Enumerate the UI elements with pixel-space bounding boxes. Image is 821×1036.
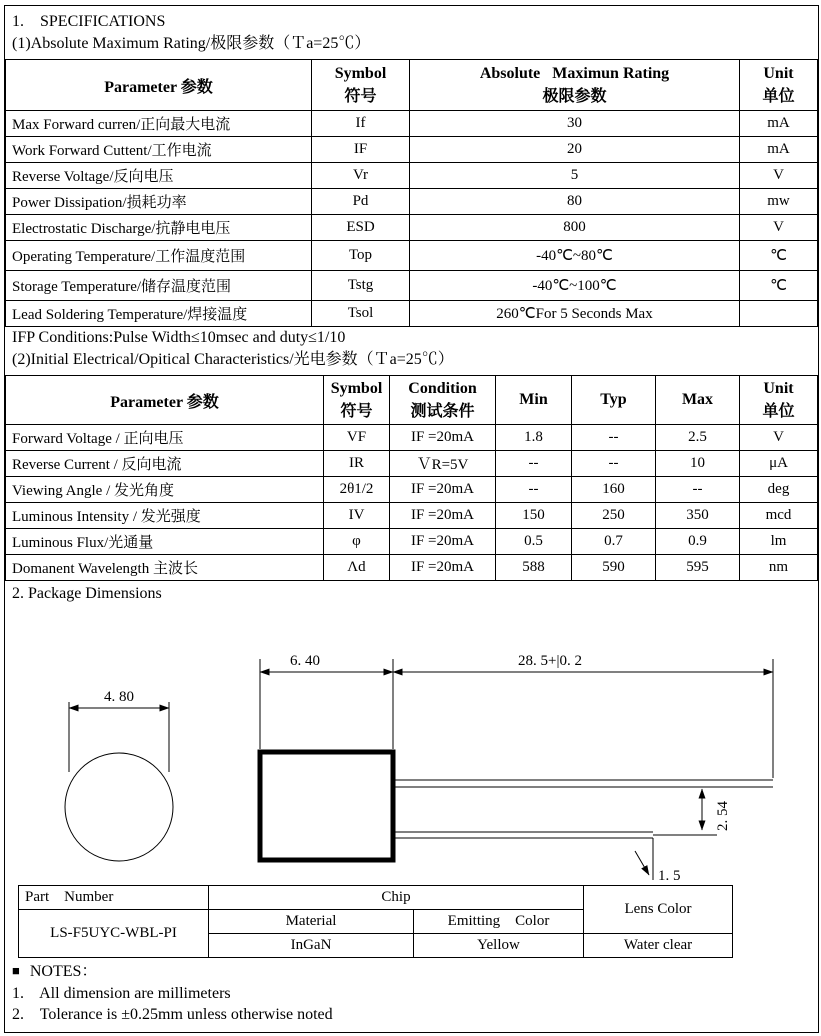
parameter-cell: Lead Soldering Temperature/焊接温度 — [6, 301, 312, 327]
elec-col-header-unit-cn: 单位 — [762, 403, 795, 420]
material-value: InGaN — [209, 934, 414, 958]
parameter-cell: Luminous Intensity / 发光强度 — [6, 503, 324, 529]
abs-col-header-rating-en: Absolute Maximun Rating — [479, 65, 670, 82]
elec-col-header-condition — [390, 376, 496, 425]
condition-cell: IF =20mA — [390, 555, 496, 581]
notes-bullet-icon: ■ — [12, 963, 20, 978]
table-row — [6, 555, 818, 581]
unit-cell: ℃ — [740, 241, 818, 271]
led-body — [260, 752, 393, 860]
body-width-dimension — [260, 659, 393, 749]
parameter-cell: Electrostatic Discharge/抗静电电压 — [6, 215, 312, 241]
unit-cell: V — [740, 425, 818, 451]
abs-col-header-unit — [740, 60, 818, 111]
symbol-cell: IV — [324, 503, 390, 529]
parameter-cell: Forward Voltage / 正向电压 — [6, 425, 324, 451]
symbol-cell: φ — [324, 529, 390, 555]
max-cell: 350 — [656, 503, 740, 529]
note-item: 2. Tolerance is ±0.25mm unless otherwise noted — [12, 1006, 333, 1023]
elec-col-header-condition-cn: 测试条件 — [410, 403, 475, 420]
rating-cell: -40℃~100℃ — [410, 271, 740, 301]
lead-length-label: 28. 5+|0. 2 — [518, 653, 582, 669]
symbol-cell: ESD — [312, 215, 410, 241]
condition-cell: IF =20mA — [390, 503, 496, 529]
unit-cell: lm — [740, 529, 818, 555]
max-cell: 2.5 — [656, 425, 740, 451]
emitting-color-value: Yellow — [414, 934, 584, 958]
lead-pitch-dimension — [653, 789, 717, 835]
min-cell: 150 — [496, 503, 572, 529]
table-row — [19, 886, 733, 910]
symbol-cell: 2θ1/2 — [324, 477, 390, 503]
part-chip-table — [18, 885, 733, 958]
body-width-label: 6. 40 — [290, 653, 320, 669]
led-side-view — [260, 752, 773, 880]
table-row — [6, 271, 818, 301]
table-row — [6, 451, 818, 477]
max-cell: -- — [656, 477, 740, 503]
max-cell: 0.9 — [656, 529, 740, 555]
min-cell: -- — [496, 477, 572, 503]
emitting-color-label: Emitting Color — [414, 910, 584, 934]
absolute-maximum-rating-table — [5, 59, 818, 327]
material-label: Material — [209, 910, 414, 934]
part-number-label: Part Number — [19, 886, 209, 910]
parameter-cell: Reverse Current / 反向电流 — [6, 451, 324, 477]
abs-rating-subtitle: (1)Absolute Maximum Rating/极限参数（Ｔa=25℃） — [12, 35, 371, 52]
min-cell: 588 — [496, 555, 572, 581]
symbol-cell: IR — [324, 451, 390, 477]
condition-cell: ＶR=5V — [390, 451, 496, 477]
abs-col-header-parameter: Parameter 参数 — [6, 60, 312, 111]
elec-col-header-parameter: Parameter 参数 — [6, 376, 324, 425]
elec-col-header-condition-en: Condition — [408, 380, 477, 397]
parameter-cell: Domanent Wavelength 主波长 — [6, 555, 324, 581]
symbol-cell: Top — [312, 241, 410, 271]
unit-cell: V — [740, 215, 818, 241]
max-cell: 595 — [656, 555, 740, 581]
parameter-cell: Reverse Voltage/反向电压 — [6, 163, 312, 189]
abs-col-header-symbol-en: Symbol — [334, 65, 387, 82]
typ-cell: 250 — [572, 503, 656, 529]
typ-cell: -- — [572, 451, 656, 477]
ifp-conditions-note: IFP Conditions:Pulse Width≤10msec and duty≤1/10 — [12, 329, 346, 346]
elec-col-header-min: Min — [496, 376, 572, 425]
lens-color-value: Water clear — [584, 934, 733, 958]
unit-cell: ℃ — [740, 271, 818, 301]
unit-cell: mcd — [740, 503, 818, 529]
unit-cell: mw — [740, 189, 818, 215]
electro-optical-characteristics-table — [5, 375, 818, 581]
parameter-cell: Work Forward Cuttent/工作电流 — [6, 137, 312, 163]
rating-cell: 80 — [410, 189, 740, 215]
elec-col-header-typ: Typ — [572, 376, 656, 425]
parameter-cell: Max Forward curren/正向最大电流 — [6, 111, 312, 137]
lead-offset-dimension — [635, 851, 649, 875]
min-cell: 0.5 — [496, 529, 572, 555]
unit-cell: mA — [740, 111, 818, 137]
abs-col-header-symbol-cn: 符号 — [344, 88, 377, 105]
table-row — [6, 137, 818, 163]
lead-length-dimension — [393, 659, 773, 778]
lens-circle — [65, 753, 173, 861]
unit-cell: deg — [740, 477, 818, 503]
abs-col-header-unit-cn: 单位 — [762, 88, 795, 105]
abs-col-header-rating-cn: 极限参数 — [542, 88, 607, 105]
abs-col-header-symbol — [312, 60, 410, 111]
typ-cell: 590 — [572, 555, 656, 581]
abs-col-header-rating — [410, 60, 740, 111]
parameter-cell: Power Dissipation/损耗功率 — [6, 189, 312, 215]
lens-front-view — [65, 702, 173, 861]
typ-cell: 0.7 — [572, 529, 656, 555]
typ-cell: 160 — [572, 477, 656, 503]
lens-color-label: Lens Color — [584, 886, 733, 934]
unit-cell: nm — [740, 555, 818, 581]
symbol-cell: Pd — [312, 189, 410, 215]
condition-cell: IF =20mA — [390, 529, 496, 555]
typ-cell: -- — [572, 425, 656, 451]
abs-table-header-row — [6, 60, 818, 111]
lead-pitch-label: 2. 54 — [715, 801, 731, 831]
min-cell: -- — [496, 451, 572, 477]
chip-label: Chip — [209, 886, 584, 910]
elec-col-header-unit-en: Unit — [763, 380, 794, 397]
abs-col-header-unit-en: Unit — [763, 65, 794, 82]
table-row — [6, 111, 818, 137]
elec-col-header-unit — [740, 376, 818, 425]
min-cell: 1.8 — [496, 425, 572, 451]
unit-cell: μA — [740, 451, 818, 477]
parameter-cell: Viewing Angle / 发光角度 — [6, 477, 324, 503]
symbol-cell: Vr — [312, 163, 410, 189]
note-item: 1. All dimension are millimeters — [12, 985, 231, 1002]
condition-cell: IF =20mA — [390, 477, 496, 503]
elec-subtitle: (2)Initial Electrical/Opitical Characteristics/光电参数（Ｔa=25℃） — [12, 351, 454, 368]
lens-diameter-label: 4. 80 — [104, 689, 134, 705]
package-dimensions-drawing — [5, 605, 818, 885]
rating-cell: -40℃~80℃ — [410, 241, 740, 271]
section1-title: 1. SPECIFICATIONS — [12, 13, 166, 30]
datasheet-page — [4, 5, 819, 1033]
rating-cell: 20 — [410, 137, 740, 163]
table-row — [6, 189, 818, 215]
symbol-cell: VF — [324, 425, 390, 451]
table-row — [6, 301, 818, 327]
part-number-value: LS-F5UYC-WBL-PI — [19, 910, 209, 958]
notes-header — [5, 960, 818, 983]
symbol-cell: IF — [312, 137, 410, 163]
rating-cell: 5 — [410, 163, 740, 189]
table-row — [6, 163, 818, 189]
condition-cell: IF =20mA — [390, 425, 496, 451]
lead-offset-label: 1. 5 — [658, 868, 681, 884]
elec-col-header-symbol — [324, 376, 390, 425]
parameter-cell: Operating Temperature/工作温度范围 — [6, 241, 312, 271]
table-row — [6, 241, 818, 271]
rating-cell: 30 — [410, 111, 740, 137]
rating-cell: 800 — [410, 215, 740, 241]
table-row — [6, 503, 818, 529]
symbol-cell: If — [312, 111, 410, 137]
unit-cell — [740, 301, 818, 327]
unit-cell: V — [740, 163, 818, 189]
elec-col-header-symbol-en: Symbol — [330, 380, 383, 397]
table-row — [6, 425, 818, 451]
section2-title: 2. Package Dimensions — [12, 585, 162, 602]
rating-cell: 260℃For 5 Seconds Max — [410, 301, 740, 327]
notes-title-text: NOTES： — [29, 963, 98, 980]
elec-col-header-max: Max — [656, 376, 740, 425]
table-row — [6, 477, 818, 503]
elec-table-header-row — [6, 376, 818, 425]
symbol-cell: Λd — [324, 555, 390, 581]
table-row — [6, 529, 818, 555]
symbol-cell: Tstg — [312, 271, 410, 301]
unit-cell: mA — [740, 137, 818, 163]
symbol-cell: Tsol — [312, 301, 410, 327]
max-cell: 10 — [656, 451, 740, 477]
parameter-cell: Storage Temperature/储存温度范围 — [6, 271, 312, 301]
table-row — [6, 215, 818, 241]
parameter-cell: Luminous Flux/光通量 — [6, 529, 324, 555]
elec-col-header-symbol-cn: 符号 — [340, 403, 373, 420]
